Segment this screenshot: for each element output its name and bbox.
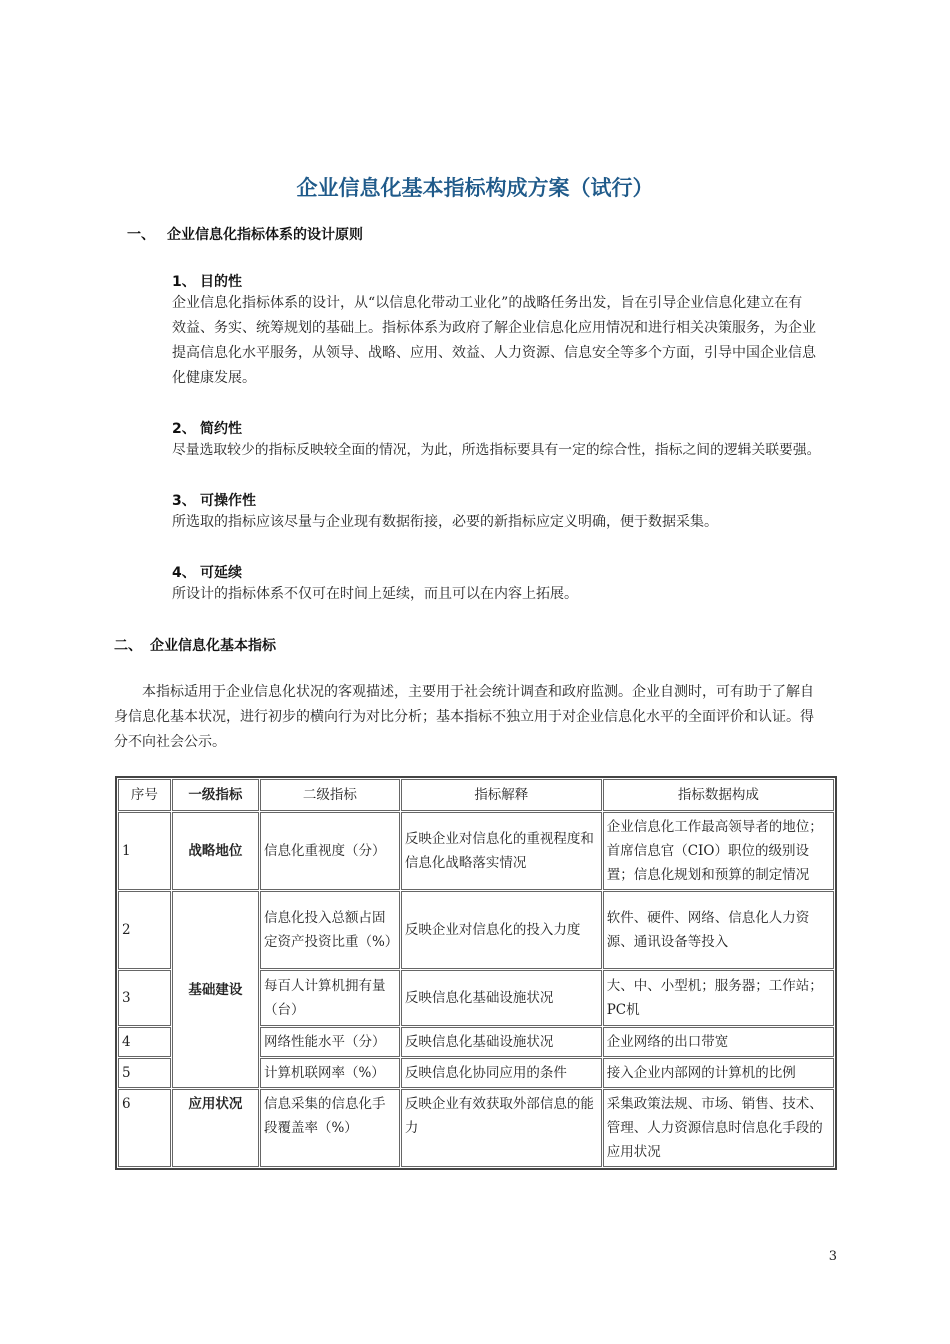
section2-paragraph	[114, 680, 842, 755]
explain-cell: 反映企业对信息化的重视程度和信息化战略落实情况	[401, 812, 602, 890]
row-no: 2	[118, 891, 171, 969]
col-header-explain: 指标解释	[401, 779, 602, 811]
data-cell: 企业信息化工作最高领导者的地位；首席信息官（CIO）职位的级别设置；信息化规划和预算的制定情况	[603, 812, 834, 890]
data-cell: 大、中、小型机；服务器；工作站；PC机	[603, 970, 834, 1026]
item4-title: 可延续	[200, 565, 242, 581]
item1-paragraph	[172, 291, 852, 391]
paragraph-line: 分不向社会公示。	[114, 734, 226, 750]
paragraph-line: 所设计的指标体系不仅可在时间上延续，而且可以在内容上拓展。	[172, 586, 578, 602]
page-title: 企业信息化基本指标构成方案（试行）	[296, 176, 654, 200]
explain-cell: 反映信息化协同应用的条件	[401, 1058, 602, 1088]
row-no: 3	[118, 970, 171, 1026]
explain-cell: 反映企业有效获取外部信息的能力	[401, 1089, 602, 1167]
item2-title: 简约性	[200, 421, 242, 437]
data-cell: 软件、硬件、网络、信息化人力资源、通讯设备等投入	[603, 891, 834, 969]
item4-heading	[172, 562, 242, 582]
paragraph-line: 本指标适用于企业信息化状况的客观描述，主要用于社会统计调查和政府监测。企业自测时，可有助于了解自	[142, 684, 814, 700]
level1-cell: 战略地位	[172, 812, 259, 890]
col-header-no: 序号	[118, 779, 171, 811]
row-no: 4	[118, 1027, 171, 1057]
table-row	[118, 1089, 834, 1167]
level2-cell: 信息化重视度（分）	[260, 812, 400, 890]
section1-heading	[127, 224, 363, 244]
level2-cell: 网络性能水平（分）	[260, 1027, 400, 1057]
level1-cell: 基础建设	[172, 891, 259, 1088]
level2-cell: 信息化投入总额占固定资产投资比重（%）	[260, 891, 400, 969]
data-cell: 企业网络的出口带宽	[603, 1027, 834, 1057]
item2-heading	[172, 418, 242, 438]
paragraph-line: 企业信息化指标体系的设计，从“以信息化带动工业化”的战略任务出发，旨在引导企业信息化建立在有	[172, 295, 803, 311]
section2-number: 二、	[114, 638, 142, 654]
paragraph-line: 所选取的指标应该尽量与企业现有数据衔接，必要的新指标应定义明确，便于数据采集。	[172, 514, 718, 530]
item2-paragraph	[172, 438, 852, 463]
col-header-data: 指标数据构成	[603, 779, 834, 811]
col-header-level2: 二级指标	[260, 779, 400, 811]
section2-title: 企业信息化基本指标	[150, 638, 276, 654]
item3-heading	[172, 490, 256, 510]
paragraph-line: 化健康发展。	[172, 370, 256, 386]
section2-heading	[114, 635, 276, 655]
paragraph-line: 提高信息化水平服务，从领导、战略、应用、效益、人力资源、信息安全等多个方面，引导中国企业信息	[172, 345, 816, 361]
level2-cell: 每百人计算机拥有量（台）	[260, 970, 400, 1026]
row-no: 1	[118, 812, 171, 890]
item3-paragraph	[172, 510, 852, 535]
explain-cell: 反映信息化基础设施状况	[401, 1027, 602, 1057]
item4-number: 4、	[172, 565, 196, 581]
table-header-row	[118, 779, 834, 811]
item3-title: 可操作性	[200, 493, 256, 509]
item1-title: 目的性	[200, 274, 242, 290]
paragraph-line: 身信息化基本状况，进行初步的横向行为对比分析；基本指标不独立用于对企业信息化水平的全面评价和认证。得	[114, 709, 814, 725]
data-cell: 接入企业内部网的计算机的比例	[603, 1058, 834, 1088]
paragraph-line: 尽量选取较少的指标反映较全面的情况，为此，所选指标要具有一定的综合性，指标之间的逻辑关联要强。	[172, 442, 821, 458]
item3-number: 3、	[172, 493, 196, 509]
section1-number: 一、	[127, 227, 155, 243]
section1-title: 企业信息化指标体系的设计原则	[167, 227, 363, 243]
paragraph-line: 效益、务实、统筹规划的基础上。指标体系为政府了解企业信息化应用情况和进行相关决策服务，为企业	[172, 320, 816, 336]
col-header-level1: 一级指标	[172, 779, 259, 811]
indicator-table	[115, 776, 837, 1170]
explain-cell: 反映信息化基础设施状况	[401, 970, 602, 1026]
page-number: 3	[828, 1249, 837, 1264]
item2-number: 2、	[172, 421, 196, 437]
table-row	[118, 891, 834, 969]
explain-cell: 反映企业对信息化的投入力度	[401, 891, 602, 969]
level1-cell: 应用状况	[172, 1089, 259, 1167]
item1-heading	[172, 271, 242, 291]
data-cell: 采集政策法规、市场、销售、技术、管理、人力资源信息时信息化手段的应用状况	[603, 1089, 834, 1167]
level2-cell: 计算机联网率（%）	[260, 1058, 400, 1088]
item4-paragraph	[172, 582, 852, 607]
item1-number: 1、	[172, 274, 196, 290]
level2-cell: 信息采集的信息化手段覆盖率（%）	[260, 1089, 400, 1167]
table-row	[118, 812, 834, 890]
row-no: 6	[118, 1089, 171, 1167]
row-no: 5	[118, 1058, 171, 1088]
